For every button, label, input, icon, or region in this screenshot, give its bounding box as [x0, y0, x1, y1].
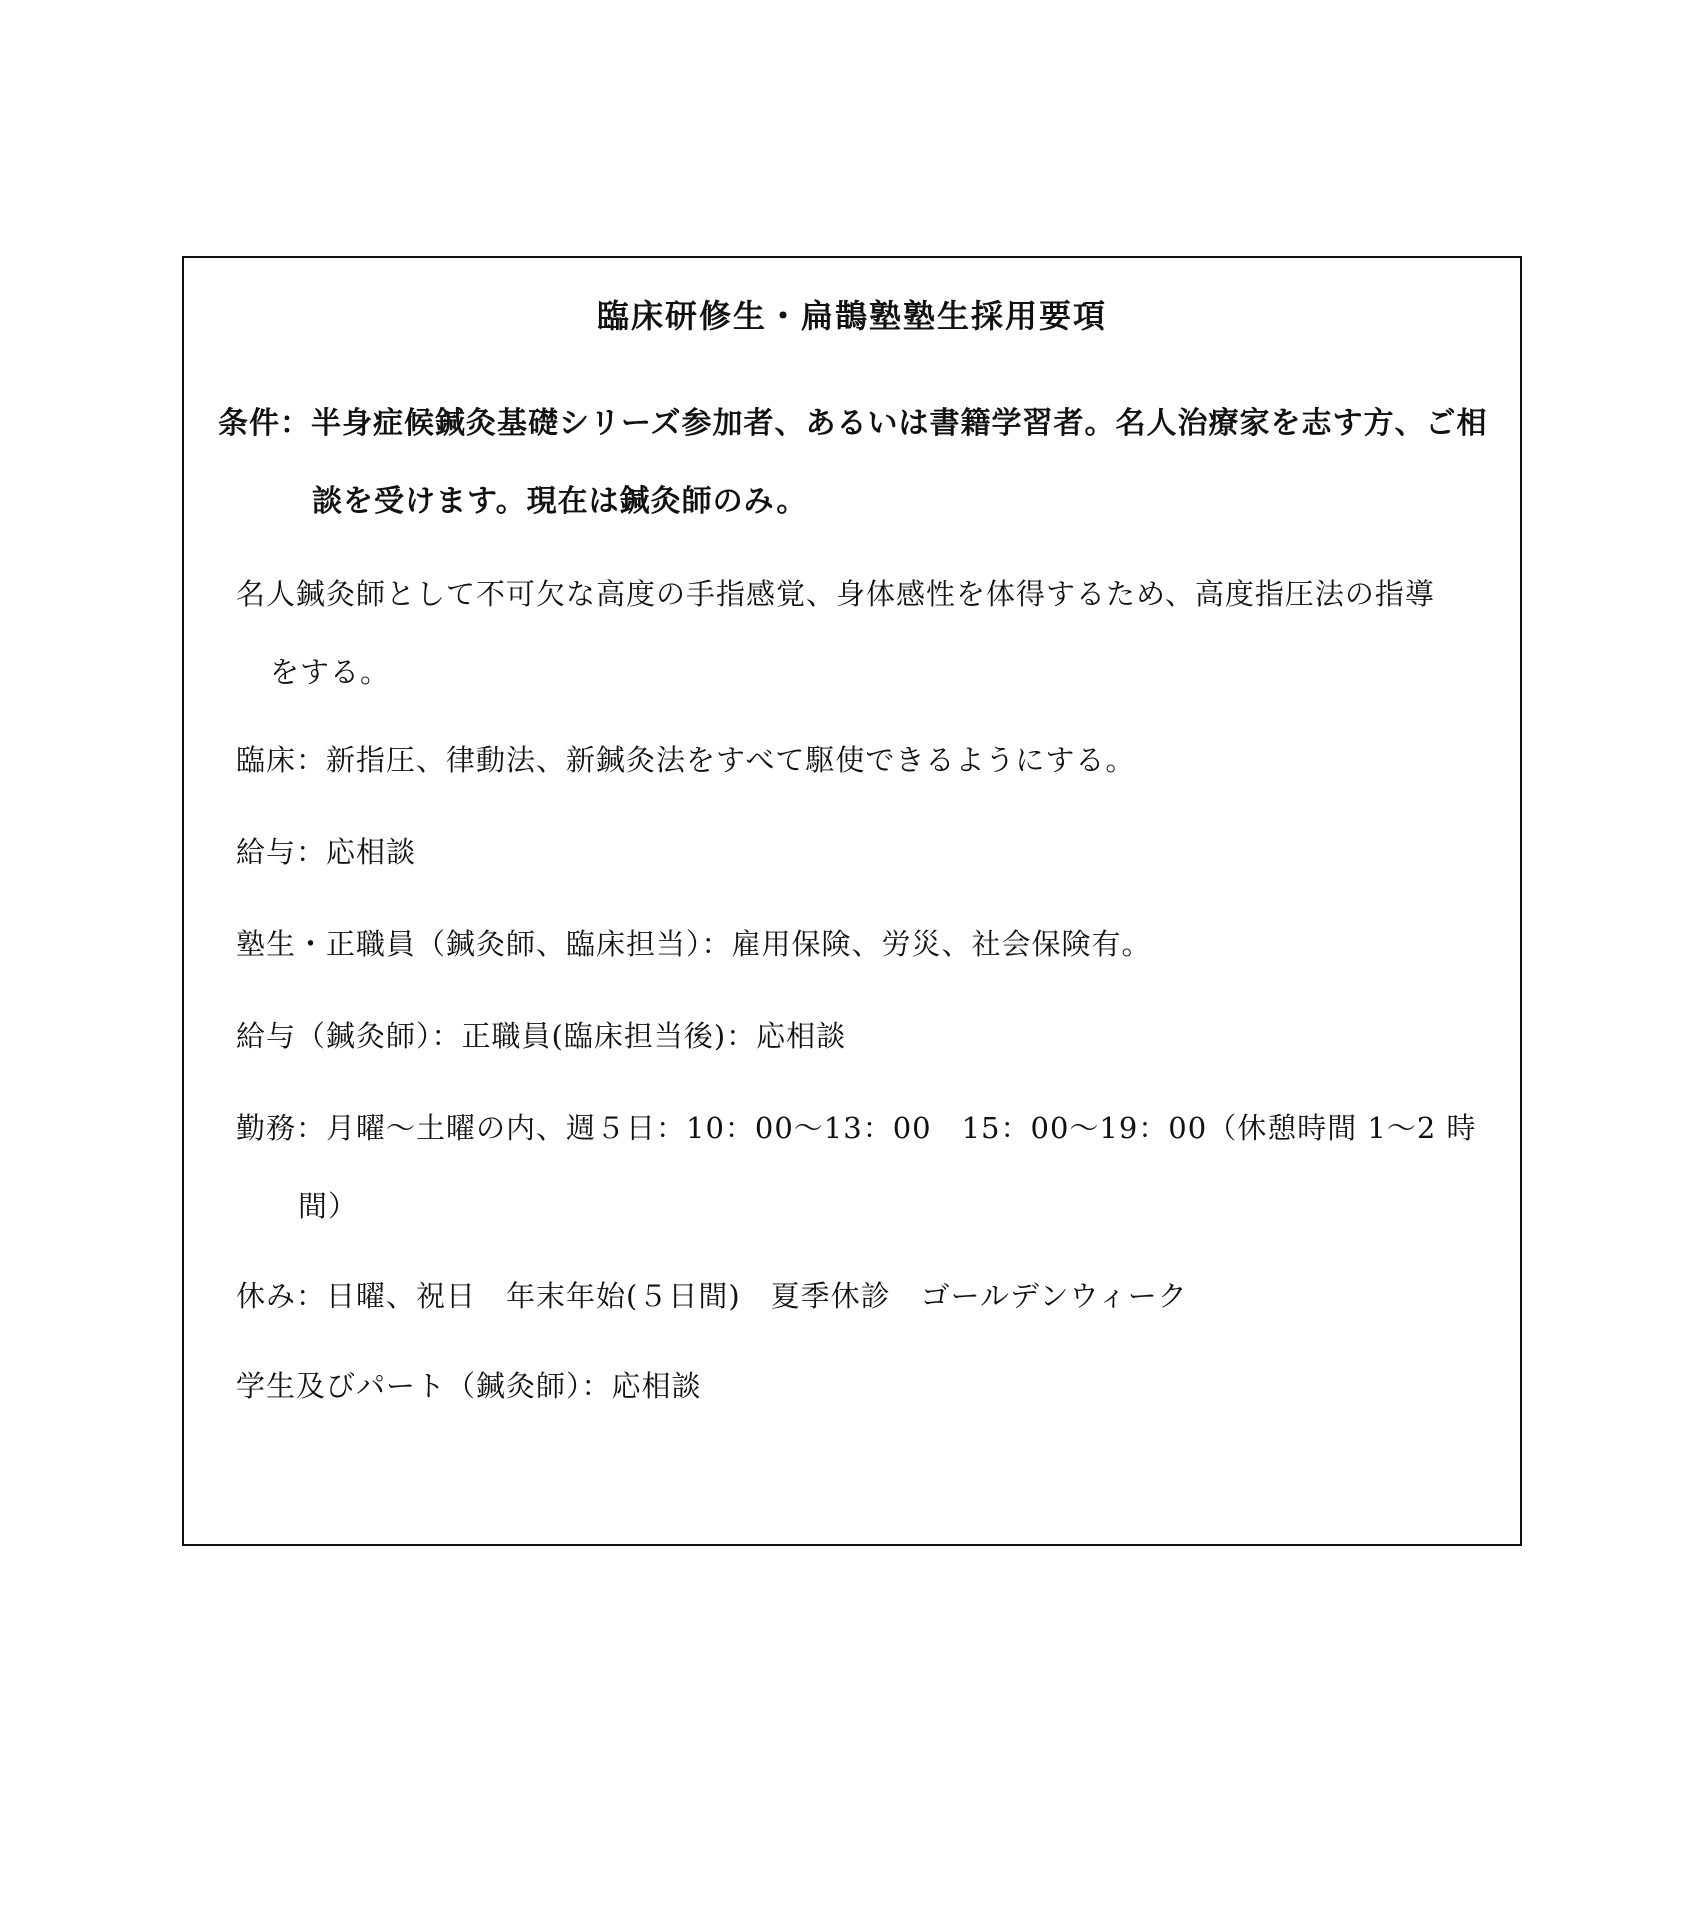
intro-line-1: 名人鍼灸師として不可欠な高度の手指感覚、身体感性を体得するため、高度指圧法の指導 [236, 577, 1435, 611]
salary-text: 給与：応相談 [236, 835, 417, 869]
work-hours-line-2: 間） [298, 1189, 359, 1223]
conditions-line-1: 条件：半身症候鍼灸基礎シリーズ参加者、あるいは書籍学習者。名人治療家を志す方、ご相 [218, 406, 1488, 441]
conditions-line-2: 談を受けます。現在は鍼灸師のみ。 [312, 484, 808, 519]
staff-text: 塾生・正職員（鍼灸師、臨床担当）：雇用保険、労災、社会保険有。 [236, 927, 1152, 961]
salary-acupuncturist-text: 給与（鍼灸師）：正職員(臨床担当後)：応相談 [236, 1019, 847, 1053]
holidays-text: 休み：日曜、祝日 年末年始(５日間) 夏季休診 ゴールデンウィーク [236, 1279, 1188, 1313]
work-hours-line-1: 勤務：月曜～土曜の内、週５日：10：00～13：00 15：00～19：00（休憩時間 1～2 時 [236, 1111, 1477, 1145]
recruitment-notice-box [182, 256, 1522, 1546]
document-title: 臨床研修生・扁鵲塾塾生採用要項 [596, 297, 1107, 335]
intro-line-2: をする。 [270, 655, 391, 689]
part-time-text: 学生及びパート（鍼灸師）：応相談 [236, 1369, 702, 1403]
clinical-text: 臨床：新指圧、律動法、新鍼灸法をすべて駆使できるようにする。 [236, 743, 1136, 777]
